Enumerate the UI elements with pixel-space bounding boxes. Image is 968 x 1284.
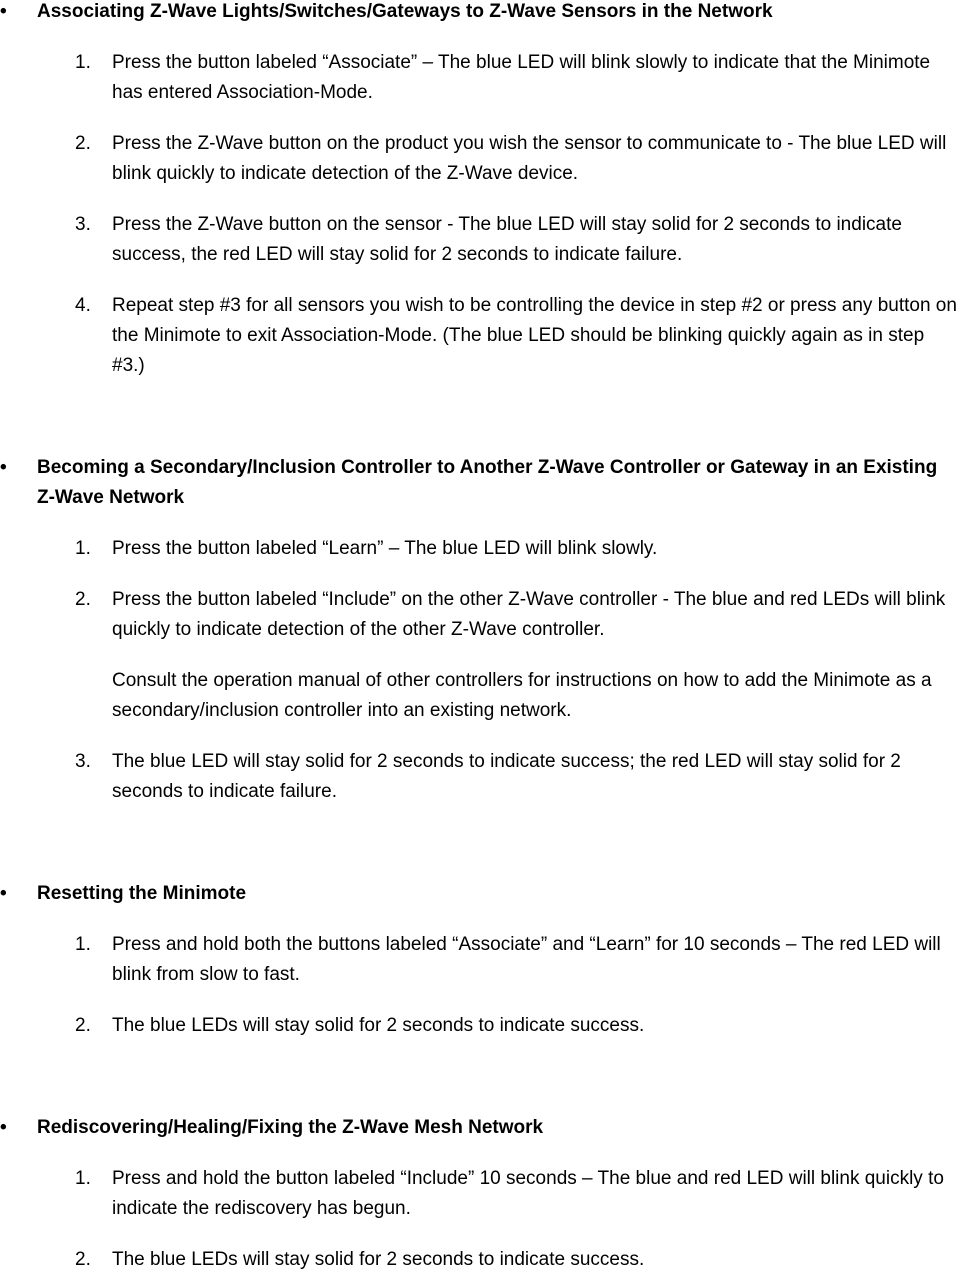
step-text: Press and hold the button labeled “Include” 10 seconds – The blue and red LED will blink quickly to indicate the rediscovery has begun. [112,1168,944,1219]
step-number: 3. [75,214,91,235]
list-item [0,585,958,645]
section-heading [0,879,957,909]
step-text: Repeat step #3 for all sensors you wish to be controlling the device in step #2 or press any button on the Minimote to exit Association-Mode. (The blue LED should be blinking quickly again as in step #3.) [112,295,957,376]
section-secondary-controller [0,453,968,807]
step-number: 2. [75,1249,91,1270]
section-associating [0,0,968,381]
section-heading-text: Resetting the Minimote [37,883,247,904]
list-item [0,1245,958,1275]
list-item [0,1164,958,1224]
list-item [0,291,958,381]
list-item [0,210,958,270]
list-item [0,129,958,189]
section-heading-text: Associating Z-Wave Lights/Switches/Gateways to Z-Wave Sensors in the Network [37,1,773,22]
step-text: Press the button labeled “Associate” – The blue LED will blink slowly to indicate that the Minimote has entered Association-Mode. [112,52,931,103]
step-text: Press the button labeled “Learn” – The blue LED will blink slowly. [112,538,658,559]
section-heading [0,453,957,513]
step-text: The blue LEDs will stay solid for 2 seconds to indicate success. [112,1015,645,1036]
step-text: Press and hold both the buttons labeled “Associate” and “Learn” for 10 seconds – The red LED will blink from slow to fast. [112,934,941,985]
step-number: 1. [75,538,91,559]
list-item [0,930,958,990]
step-number: 3. [75,751,91,772]
bullet-icon: • [0,883,7,904]
list-item [0,1011,958,1041]
step-number: 1. [75,1168,91,1189]
step-number: 1. [75,934,91,955]
section-rediscovering [0,1113,968,1275]
step-number: 2. [75,1015,91,1036]
list-item [0,48,958,108]
step-text: Press the Z-Wave button on the product you wish the sensor to communicate to - The blue LED will blink quickly to indicate detection of the Z-Wave device. [112,133,947,184]
step-number: 2. [75,589,91,610]
step-note: Consult the operation manual of other controllers for instructions on how to add the Minimote as a secondary/inclusion controller into an existing network. [112,670,932,721]
step-text: Press the button labeled “Include” on the other Z-Wave controller - The blue and red LEDs will blink quickly to indicate detection of the other Z-Wave controller. [112,589,946,640]
step-text: The blue LED will stay solid for 2 seconds to indicate success; the red LED will stay solid for 2 seconds to indicate failure. [112,751,901,802]
step-number: 2. [75,133,91,154]
section-heading [0,0,957,27]
step-text: The blue LEDs will stay solid for 2 seconds to indicate success. [112,1249,645,1270]
bullet-icon: • [0,1,7,22]
step-text: Press the Z-Wave button on the sensor - The blue LED will stay solid for 2 seconds to indicate success, the red LED will stay solid for 2 seconds to indicate failure. [112,214,902,265]
section-heading-text: Rediscovering/Healing/Fixing the Z-Wave Mesh Network [37,1117,544,1138]
section-heading-text: Becoming a Secondary/Inclusion Controller to Another Z-Wave Controller or Gateway in an Existing Z-Wave Network [37,457,938,508]
section-heading [0,1113,957,1143]
bullet-icon: • [0,1117,7,1138]
bullet-icon: • [0,457,7,478]
list-item [0,747,958,807]
step-number: 4. [75,295,91,316]
section-resetting [0,879,968,1041]
step-number: 1. [75,52,91,73]
list-item [0,534,958,564]
